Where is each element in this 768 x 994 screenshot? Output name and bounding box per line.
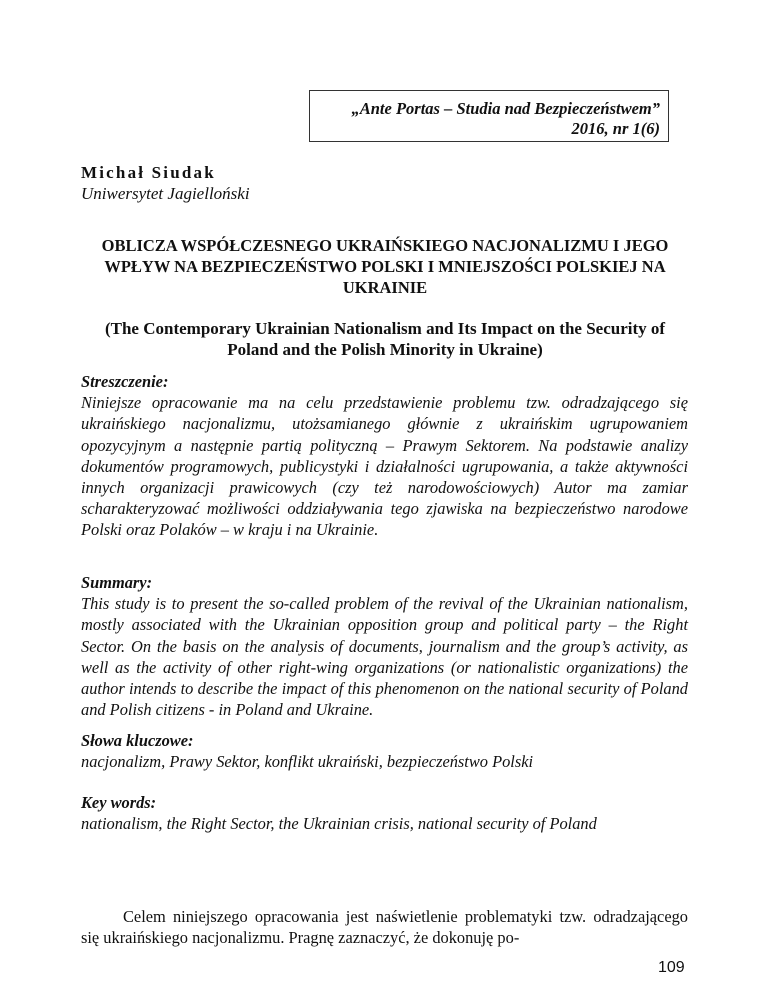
author-affiliation: Uniwersytet Jagielloński — [81, 184, 250, 203]
abstract-english — [81, 572, 688, 720]
keywords-english — [81, 792, 688, 834]
abstract-polish — [81, 371, 688, 541]
keywords-polish-heading: Słowa kluczowe: — [81, 731, 194, 750]
journal-title: „Ante Portas – Studia nad Bezpieczeństwem” — [351, 99, 660, 118]
article-subtitle: (The Contemporary Ukrainian Nationalism and Its Impact on the Security of Poland and the Polish Minority in Ukraine) — [104, 319, 666, 359]
keywords-polish — [81, 730, 688, 772]
abstract-polish-text: Niniejsze opracowanie ma na celu przedstawienie problemu tzw. odradzającego się ukraińskiego nacjonalizmu, utożsamianego głównie z ukraińskim ugrupowaniem opozycyjnym a następnie partią polityczną – Prawym Sektorem. Na podstawie analizy dokumentów programowych, publicystyki i działalności ugrupowania, a także aktywności innych organizacji prawicowych (czy też narodowościowych) Autor ma zamiar scharakteryzować możliwości oddziaływania tego zjawiska na bezpieczeństwo narodowe Polski oraz Polaków – w kraju i na Ukrainie. — [81, 393, 688, 540]
abstract-english-heading: Summary: — [81, 573, 153, 592]
keywords-polish-text: nacjonalizm, Prawy Sektor, konflikt ukraiński, bezpieczeństwo Polski — [81, 752, 534, 772]
journal-issue: 2016, nr 1(6) — [571, 119, 660, 138]
body-paragraph: Celem niniejszego opracowania jest naświetlenie problematyki tzw. odradzającego się ukraińskiego nacjonalizmu. Pragnę zaznaczyć, że dokonuję po- — [81, 907, 688, 947]
journal-header-box — [309, 90, 669, 142]
page-number: 109 — [658, 959, 685, 976]
keywords-english-heading: Key words: — [81, 793, 157, 812]
article-title: OBLICZA WSPÓŁCZESNEGO UKRAIŃSKIEGO NACJONALIZMU I JEGO WPŁYW NA BEZPIECZEŃSTWO POLSKI I MNIEJSZOŚCI POLSKIEJ NA UKRAINIE — [101, 236, 669, 297]
keywords-english-text: nationalism, the Right Sector, the Ukrainian crisis, national security of Poland — [81, 814, 597, 834]
author-name: Michał Siudak — [81, 163, 216, 182]
abstract-english-text: This study is to present the so-called problem of the revival of the Ukrainian nationalism, mostly associated with the Ukrainian opposition group and political party – the Right Sector. On the basis on the analysis of documents, journalism and the group’s activity, as well as the activity of other right-wing organizations (or nationalistic organizations) the author intends to describe the impact of this phenomenon on the national security of Poland and Polish citizens - in Poland and Ukraine. — [81, 594, 688, 720]
abstract-polish-heading: Streszczenie: — [81, 372, 169, 391]
